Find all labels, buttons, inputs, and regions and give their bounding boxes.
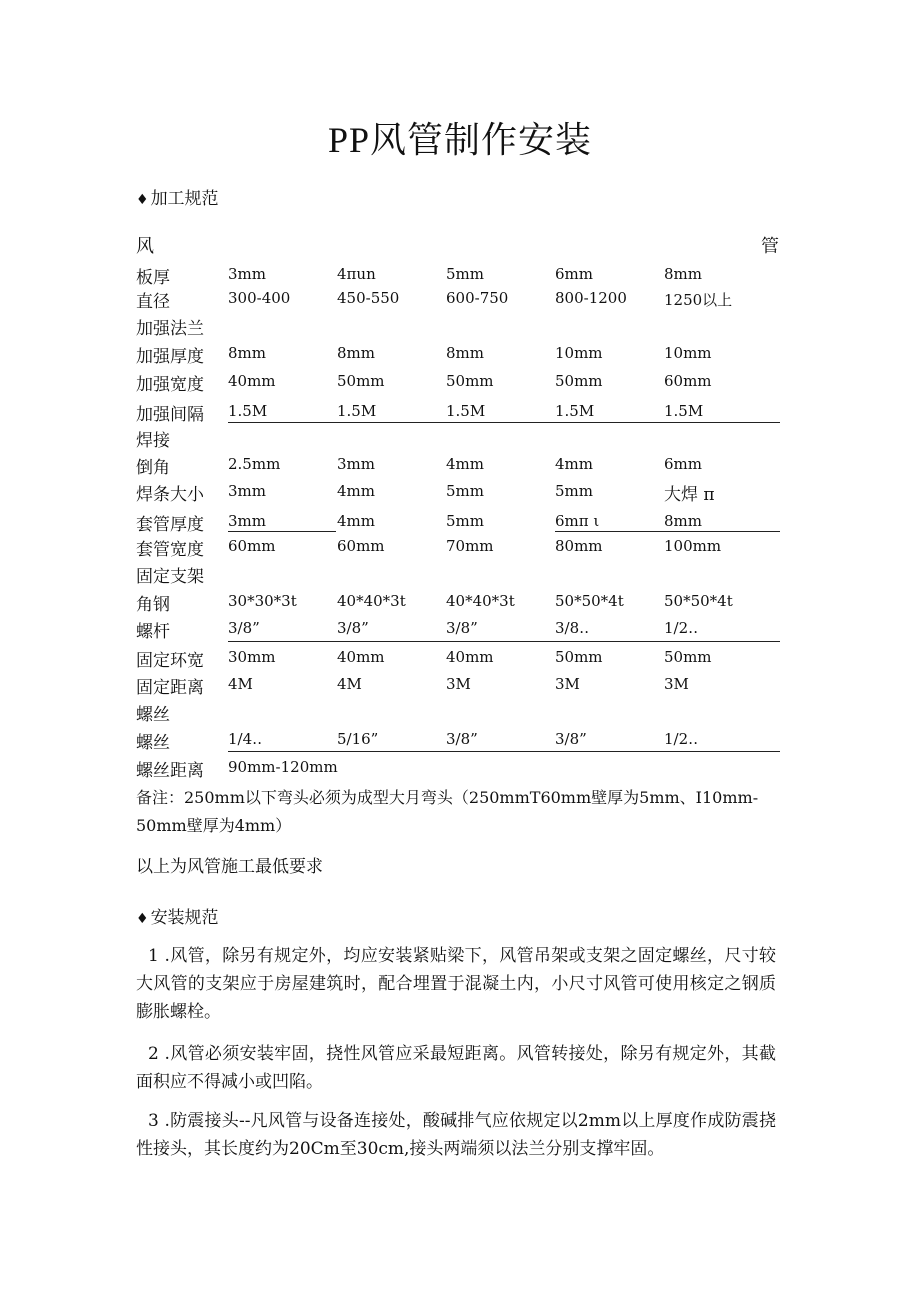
table-cell: 50mm xyxy=(446,372,494,390)
table-cell: 3/8” xyxy=(446,619,478,637)
table-cell: 3/8” xyxy=(446,730,478,748)
table-divider xyxy=(228,531,336,532)
table-cell: 5mm xyxy=(446,482,484,500)
row-label: 角钢 xyxy=(136,595,170,615)
diamond-bullet-icon: ♦ xyxy=(136,911,149,927)
table-cell: 6mm xyxy=(555,265,593,283)
table-cell: 1.5M xyxy=(555,402,595,420)
table-cell: 3M xyxy=(446,675,471,693)
table-cell: 3/8” xyxy=(555,730,587,748)
table-divider xyxy=(228,422,780,423)
table-cell: 1.5M xyxy=(228,402,268,420)
table-cell: 3mm xyxy=(228,482,266,500)
table-cell: 40*40*3t xyxy=(446,592,515,610)
table-cell: 800-1200 xyxy=(555,289,627,307)
table-cell: 30mm xyxy=(228,648,276,666)
table-cell: 6mm xyxy=(664,455,702,473)
table-cell: 3/8” xyxy=(228,619,260,637)
table-row xyxy=(136,617,780,643)
table-cell: 8mm xyxy=(664,265,702,283)
table-header-left: 风 xyxy=(136,236,154,257)
table-cell: 80mm xyxy=(555,537,603,555)
group-heading xyxy=(136,426,780,452)
row-label: 螺丝距离 xyxy=(136,761,204,781)
table-divider xyxy=(228,751,780,752)
table-divider xyxy=(228,641,780,642)
table-cell: 3mm xyxy=(337,455,375,473)
table-cell: 3mm xyxy=(228,512,266,530)
remark-note xyxy=(136,784,776,840)
table-cell: 40mm xyxy=(228,372,276,390)
table-row xyxy=(136,510,780,536)
table-row xyxy=(136,480,780,506)
table-cell: 1250以上 xyxy=(664,291,733,309)
group-heading xyxy=(136,700,780,726)
table-cell: 10mm xyxy=(664,344,712,362)
table-cell: 70mm xyxy=(446,537,494,555)
table-cell: 50mm xyxy=(555,648,603,666)
group-label: 焊接 xyxy=(136,431,170,451)
table-cell: 3/8‥ xyxy=(555,619,590,637)
table-cell: 1/2‥ xyxy=(664,730,699,748)
page-title: PP风管制作安装 xyxy=(327,120,593,160)
row-label: 焊条大小 xyxy=(136,485,204,505)
table-cell: 8mm xyxy=(337,344,375,362)
diamond-bullet-icon: ♦ xyxy=(136,192,149,208)
table-cell: 90mm-120mm xyxy=(228,758,338,776)
section-processing-label: 加工规范 xyxy=(150,189,219,209)
table-row xyxy=(136,590,780,616)
table-cell: 4M xyxy=(337,675,362,693)
group-label: 固定支架 xyxy=(136,567,204,587)
row-label: 固定环宽 xyxy=(136,651,204,671)
row-label: 套管厚度 xyxy=(136,515,204,535)
table-header-right: 管 xyxy=(761,236,779,257)
section-installation-label: 安装规范 xyxy=(150,908,219,928)
table-cell: 1.5M xyxy=(337,402,377,420)
table-cell: 50*50*4t xyxy=(555,592,624,610)
table-cell: 4mm xyxy=(446,455,484,473)
table-cell: 50mm xyxy=(664,648,712,666)
table-cell: 5mm xyxy=(446,512,484,530)
row-label: 加强厚度 xyxy=(136,347,204,367)
table-cell: 40mm xyxy=(446,648,494,666)
table-cell: 450-550 xyxy=(337,289,400,307)
section-processing-spec xyxy=(136,184,219,209)
table-cell: 50mm xyxy=(337,372,385,390)
table-cell: 2.5mm xyxy=(228,455,281,473)
group-label: 加强法兰 xyxy=(136,319,204,339)
table-cell: 3mm xyxy=(228,265,266,283)
table-cell: 4M xyxy=(228,675,253,693)
table-cell: 40*40*3t xyxy=(337,592,406,610)
table-cell: 300-400 xyxy=(228,289,291,307)
row-label: 加强宽度 xyxy=(136,375,204,395)
table-row xyxy=(136,535,780,561)
table-cell: 40mm xyxy=(337,648,385,666)
table-row xyxy=(136,287,780,313)
row-label: 倒角 xyxy=(136,458,170,478)
table-row xyxy=(136,342,780,368)
row-label: 螺丝 xyxy=(136,733,170,753)
remark-line: 备注：250mm以下弯头必须为成型大月弯头（250mmT60mm壁厚为5mm、I10mm- xyxy=(136,788,759,807)
row-label: 加强间隔 xyxy=(136,405,204,425)
table-cell: 8mm xyxy=(228,344,266,362)
table-cell: 3/8” xyxy=(337,619,369,637)
table-row xyxy=(136,673,780,699)
remark-line: 50mm壁厚为4mm） xyxy=(136,816,292,835)
table-cell: 1/2‥ xyxy=(664,619,699,637)
table-cell: 1.5M xyxy=(446,402,486,420)
group-heading xyxy=(136,314,780,340)
row-label: 固定距离 xyxy=(136,678,204,698)
table-cell: 4mm xyxy=(555,455,593,473)
table-cell: 5mm xyxy=(446,265,484,283)
table-cell: 1/4‥ xyxy=(228,730,263,748)
row-label: 板厚 xyxy=(136,268,170,288)
table-cell: 30*30*3t xyxy=(228,592,297,610)
table-row xyxy=(136,756,780,782)
install-paragraph: 1 .风管，除另有规定外，均应安装紧贴梁下，风管吊架或支架之固定螺丝，尺寸较大风管的支架应于房屋建筑时，配合埋置于混凝土内，小尺寸风管可使用核定之钢质膨胀螺栓。 xyxy=(136,946,776,1022)
table-cell: 50*50*4t xyxy=(664,592,733,610)
table-cell: 50mm xyxy=(555,372,603,390)
table-row xyxy=(136,263,780,289)
table-cell: 大焊 π xyxy=(664,485,715,505)
table-cell: 3M xyxy=(555,675,580,693)
table-row xyxy=(136,646,780,672)
table-cell: 600-750 xyxy=(446,289,509,307)
table-row xyxy=(136,453,780,479)
table-divider xyxy=(555,531,780,532)
table-cell: 100mm xyxy=(664,537,722,555)
table-row xyxy=(136,370,780,396)
table-cell: 5/16” xyxy=(337,730,379,748)
group-heading xyxy=(136,562,780,588)
table-cell: 60mm xyxy=(337,537,385,555)
install-paragraph: 3 .防震接头--凡风管与设备连接处，酸碱排气应依规定以2mm以上厚度作成防震挠性接头，其长度约为20Cm至30cm,接头两端须以法兰分别支撑牢固。 xyxy=(136,1111,776,1159)
row-label: 套管宽度 xyxy=(136,540,204,560)
table-cell: 10mm xyxy=(555,344,603,362)
table-cell: 4πun xyxy=(337,265,376,283)
table-cell: 4mm xyxy=(337,512,375,530)
table-cell: 4mm xyxy=(337,482,375,500)
install-paragraph: 2 .风管必须安装牢固，挠性风管应采最短距离。风管转接处，除另有规定外，其截面积应不得减小或凹陷。 xyxy=(136,1044,776,1092)
table-cell: 5mm xyxy=(555,482,593,500)
table-cell: 60mm xyxy=(228,537,276,555)
table-cell: 3M xyxy=(664,675,689,693)
table-cell: 8mm xyxy=(664,512,702,530)
group-label: 螺丝 xyxy=(136,705,170,725)
table-cell: 8mm xyxy=(446,344,484,362)
section-installation-spec xyxy=(136,903,219,928)
row-label: 螺杆 xyxy=(136,622,170,642)
table-cell: 1.5M xyxy=(664,402,704,420)
table-cell: 60mm xyxy=(664,372,712,390)
row-label: 直径 xyxy=(136,292,170,312)
minimum-requirement: 以上为风管施工最低要求 xyxy=(136,857,323,877)
table-cell: 6mπ ι xyxy=(555,512,600,530)
